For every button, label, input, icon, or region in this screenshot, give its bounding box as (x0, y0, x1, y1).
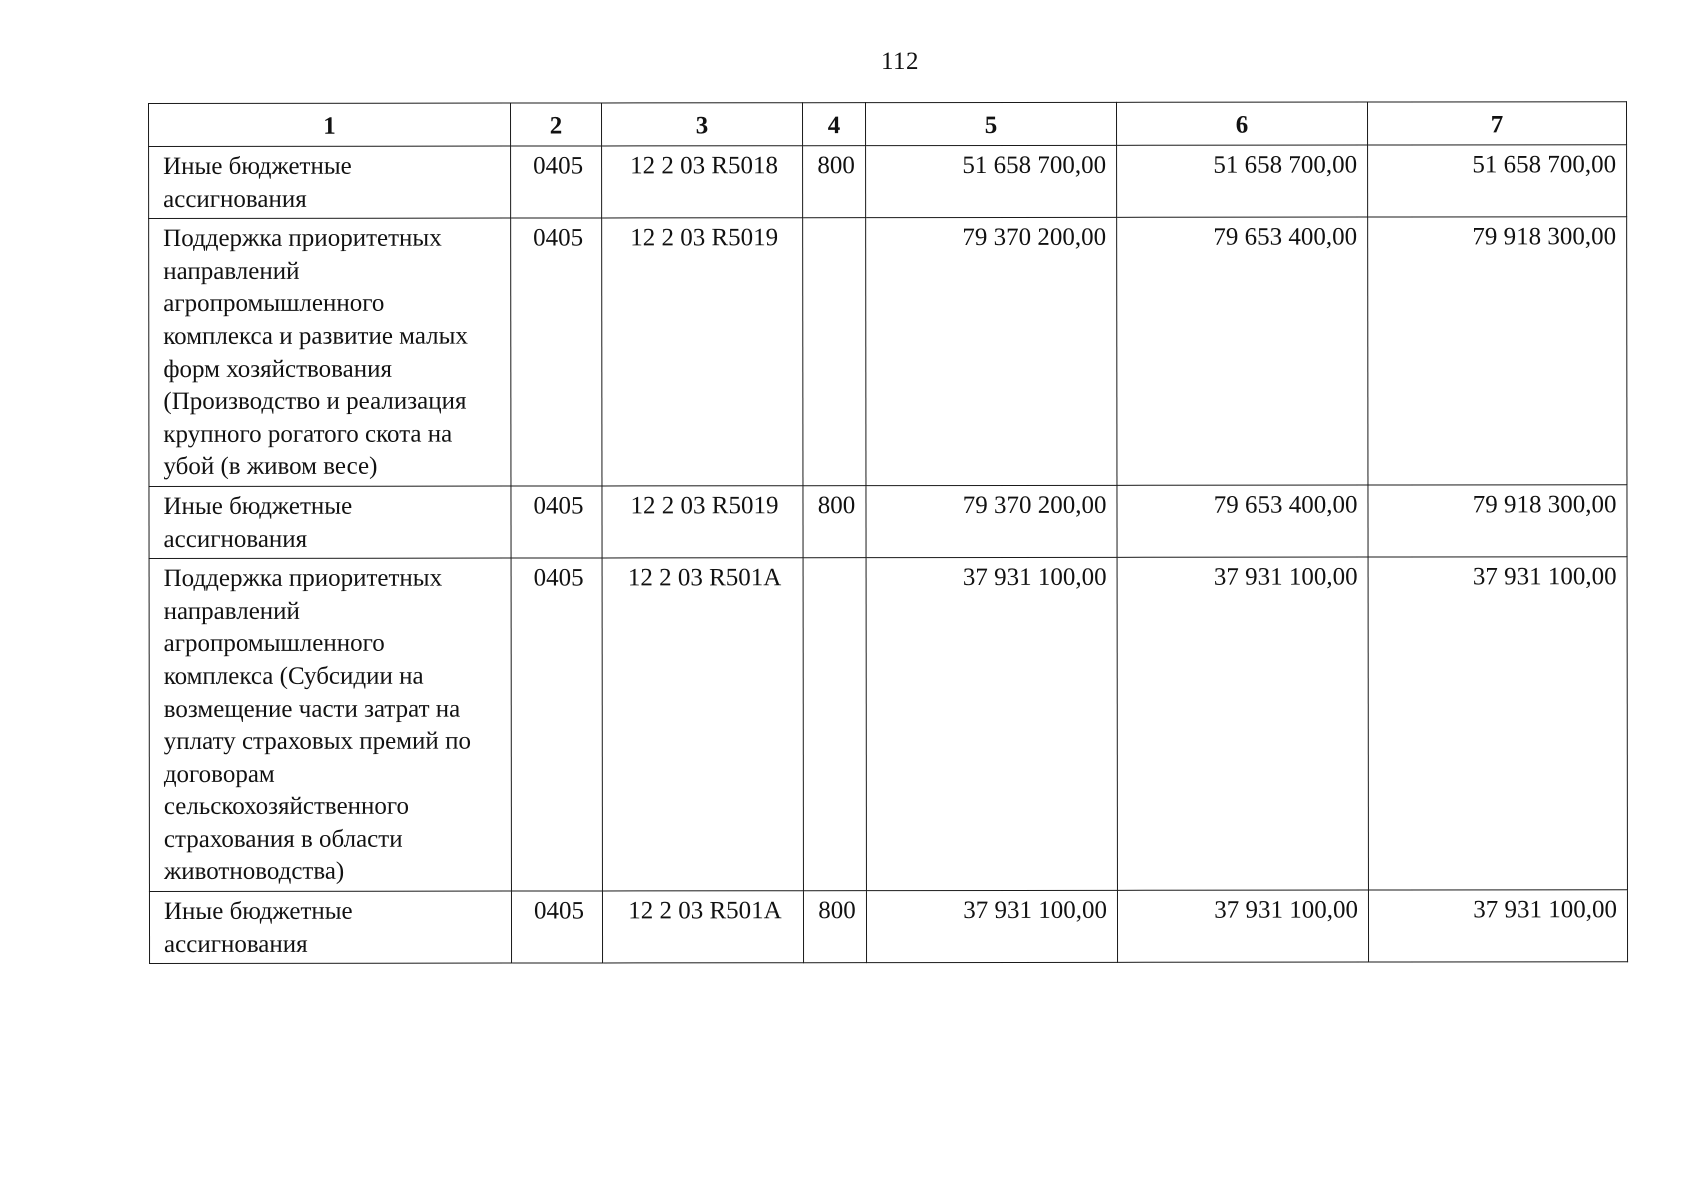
row-name: Иные бюджетные ассигнования (149, 486, 511, 559)
row-value-3: 37 931 100,00 (1368, 890, 1627, 963)
page-number: 112 (880, 48, 920, 75)
row-type (803, 218, 866, 486)
row-value-2: 79 653 400,00 (1117, 217, 1368, 485)
table-row (149, 890, 1627, 964)
row-value-2: 51 658 700,00 (1117, 145, 1368, 217)
table-row (149, 485, 1627, 559)
row-value-3: 51 658 700,00 (1368, 145, 1627, 218)
row-value-3: 79 918 300,00 (1368, 217, 1627, 485)
row-value-3: 79 918 300,00 (1368, 485, 1627, 558)
header-col-6: 6 (1116, 102, 1367, 145)
header-col-5: 5 (866, 102, 1117, 145)
row-name: Поддержка приоритетных направлений агропромышленного комплекса (Субсидии на возмещение части затрат на уплату страховых премий по договорам сельскохозяйственного страхования в области животноводства) (149, 558, 511, 891)
table-header (149, 102, 1627, 147)
row-value-1: 37 931 100,00 (866, 557, 1117, 890)
table-row (149, 217, 1627, 487)
row-target: 12 2 03 R5018 (602, 146, 803, 218)
row-type: 800 (803, 146, 866, 218)
row-target: 12 2 03 R501A (602, 558, 803, 891)
row-target: 12 2 03 R5019 (602, 486, 803, 558)
row-value-2: 37 931 100,00 (1117, 890, 1368, 962)
row-target: 12 2 03 R5019 (602, 218, 803, 486)
row-section: 0405 (511, 218, 602, 486)
budget-table (148, 101, 1628, 964)
row-type: 800 (803, 486, 866, 558)
row-value-2: 37 931 100,00 (1117, 557, 1368, 890)
row-section: 0405 (511, 486, 602, 558)
row-value-1: 37 931 100,00 (866, 890, 1117, 962)
row-value-1: 51 658 700,00 (866, 145, 1117, 217)
table-row (149, 145, 1627, 219)
row-target: 12 2 03 R501A (602, 891, 803, 963)
row-type (803, 558, 866, 891)
row-value-1: 79 370 200,00 (866, 485, 1117, 557)
header-col-3: 3 (602, 103, 803, 146)
table-body (149, 145, 1628, 964)
header-row (149, 102, 1627, 147)
header-col-7: 7 (1367, 102, 1626, 145)
row-value-3: 37 931 100,00 (1368, 557, 1627, 890)
row-type: 800 (803, 891, 866, 963)
table-row (149, 557, 1627, 892)
row-value-1: 79 370 200,00 (866, 218, 1117, 486)
row-name: Иные бюджетные ассигнования (149, 146, 511, 219)
row-section: 0405 (511, 558, 602, 891)
header-col-4: 4 (803, 103, 866, 146)
header-col-1: 1 (149, 103, 511, 146)
row-name: Иные бюджетные ассигнования (149, 891, 511, 964)
row-section: 0405 (511, 891, 602, 963)
row-value-2: 79 653 400,00 (1117, 485, 1368, 557)
header-col-2: 2 (511, 103, 602, 146)
row-name: Поддержка приоритетных направлений агропромышленного комплекса и развитие малых форм хозяйствования (Производство и реализация крупного рогатого скота на убой (в живом весе) (149, 218, 511, 486)
row-section: 0405 (511, 146, 602, 218)
